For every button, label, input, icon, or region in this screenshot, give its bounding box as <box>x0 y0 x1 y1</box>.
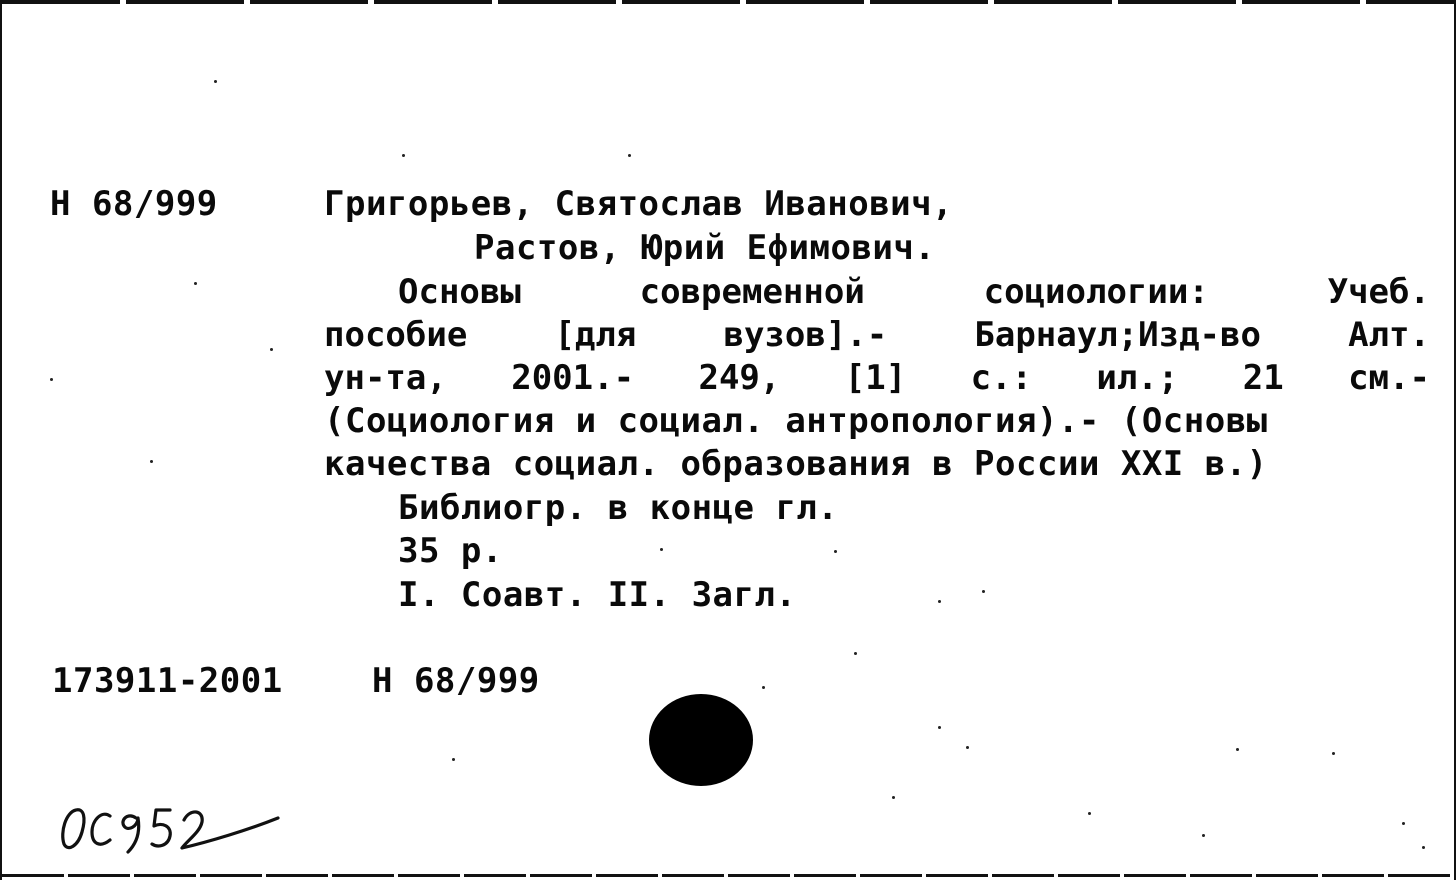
speck <box>1422 846 1425 849</box>
series-line-2: качества социал. образования в России XXI в.) <box>324 444 1268 484</box>
speck <box>402 154 405 157</box>
speck <box>892 796 895 799</box>
accession-number: 173911-2001 <box>52 661 283 701</box>
card-bottom-border <box>2 874 1456 877</box>
title-word: 2001.- <box>511 358 635 398</box>
title-word: [1] <box>844 358 907 398</box>
title-word: вузов].- <box>723 315 888 355</box>
accession-call-number: Н 68/999 <box>372 661 540 701</box>
title-word: 249, <box>698 358 781 398</box>
speck <box>966 746 969 749</box>
title-word: Барнаул;Изд-во <box>974 315 1261 355</box>
speck <box>214 80 217 83</box>
speck <box>50 378 53 381</box>
title-word: ун-та, <box>324 358 447 398</box>
speck <box>452 758 455 761</box>
speck <box>982 590 985 593</box>
speck <box>1088 812 1091 815</box>
speck <box>270 348 273 351</box>
speck <box>1332 752 1335 755</box>
speck <box>1402 822 1405 825</box>
title-word: Учеб. <box>1327 272 1430 312</box>
speck <box>854 652 857 655</box>
speck <box>150 460 153 463</box>
author-line: Григорьев, Святослав Иванович, <box>324 184 954 224</box>
title-word: пособие <box>324 315 468 355</box>
title-word: Алт. <box>1348 315 1430 355</box>
speck <box>660 548 663 551</box>
title-line-3 <box>324 358 1430 398</box>
title-word: с.: <box>970 358 1033 398</box>
tracings: I. Соавт. II. Загл. <box>398 575 797 615</box>
card-top-border <box>2 0 1456 4</box>
title-word: [для <box>554 315 637 355</box>
title-word: современной <box>639 272 865 312</box>
speck <box>834 550 837 553</box>
title-word: Основы <box>398 272 521 312</box>
speck <box>938 600 941 603</box>
title-word: социологии: <box>983 272 1209 312</box>
note-bibliography: Библиогр. в конце гл. <box>398 488 839 528</box>
handwritten-mark <box>58 796 288 856</box>
title-word: 21 <box>1242 358 1284 398</box>
title-line-1 <box>398 272 1430 312</box>
speck <box>762 686 765 689</box>
speck <box>1236 748 1239 751</box>
title-word: ил.; <box>1096 358 1179 398</box>
coauthor-line: Растов, Юрий Ефимович. <box>474 228 936 268</box>
title-word: см.- <box>1348 358 1430 398</box>
series-line-1: (Социология и социал. антропология).- (Основы <box>324 401 1268 441</box>
title-line-2 <box>324 315 1430 355</box>
speck <box>1202 834 1205 837</box>
speck <box>628 154 631 157</box>
speck <box>194 282 197 285</box>
speck <box>938 726 941 729</box>
punch-hole <box>648 692 754 788</box>
call-number: Н 68/999 <box>50 184 218 224</box>
note-price: 35 р. <box>398 531 503 571</box>
